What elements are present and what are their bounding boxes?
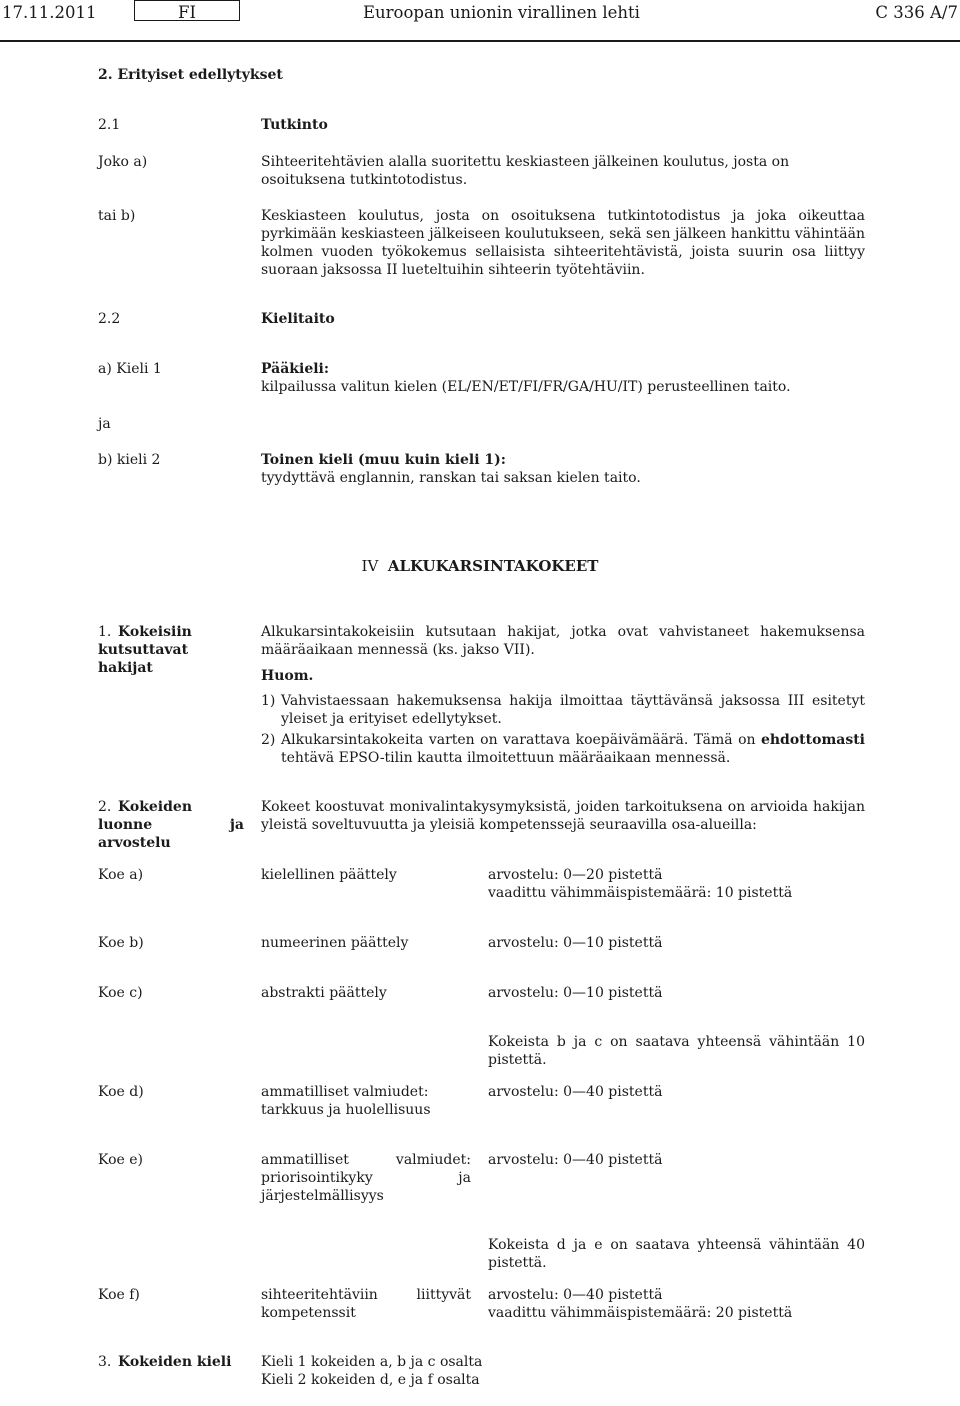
item-title: Kokeisiin kutsuttavat hakijat bbox=[98, 624, 192, 676]
item-text: Kokeet koostuvat monivalintakysymyksistä, joiden tarkoituksena on arvioida hakijan yleistä soveltuvuutta ja yleisiä kompetenssejä seuraavilla osa-alueilla: bbox=[261, 799, 865, 833]
item-number: 3. bbox=[98, 1354, 112, 1370]
test-label: Koe b) bbox=[98, 935, 144, 951]
test-name: sihteeritehtäviin liittyvät kompetenssit bbox=[261, 1287, 471, 1321]
chapter-heading bbox=[0, 557, 960, 575]
test-minimum: vaadittu vähimmäispistemäärä: 20 pistettä bbox=[488, 1305, 793, 1321]
subsection-number: 2.2 bbox=[98, 311, 121, 327]
option-text: Sihteeritehtävien alalla suoritettu keskiasteen jälkeinen koulutus, josta on osoituksena tutkintotodistus. bbox=[261, 154, 790, 188]
language-assignment: Kieli 2 kokeiden d, e ja f osalta bbox=[261, 1372, 480, 1388]
option-text: Keskiasteen koulutus, josta on osoituksena tutkintotodistus ja joka oikeuttaa pyrkimään keskiasteen jälkeiseen koulutukseen, sekä sen jälkeen hankittu vähintään kolmen vuoden työkokemus sellaisista sihteeritehtävistä, joista suurin osa liittyy suoraan jaksossa II lueteltuihin sihteerin työtehtäviin. bbox=[261, 208, 865, 278]
test-minimum: vaadittu vähimmäispistemäärä: 10 pistettä bbox=[488, 885, 793, 901]
note-text-start: Alkukarsintakokeita varten on varattava koepäivämäärä. Tämä on bbox=[281, 732, 761, 748]
item-number: 1. bbox=[98, 624, 112, 640]
test-score: arvostelu: 0—20 pistettä bbox=[488, 867, 663, 883]
section-title: 2. Erityiset edellytykset bbox=[98, 67, 283, 83]
header-issue: C 336 A/7 bbox=[875, 3, 958, 22]
subsection-title: Tutkinto bbox=[261, 117, 328, 133]
header-journal: Euroopan unionin virallinen lehti bbox=[363, 3, 640, 22]
note-text: Vahvistaessaan hakemuksensa hakija ilmoittaa täyttävänsä jaksossa III esitetyt yleiset ja erityiset edellytykset. bbox=[281, 693, 865, 727]
language-assignment: Kieli 1 kokeiden a, b ja c osalta bbox=[261, 1354, 483, 1370]
subsection-number: 2.1 bbox=[98, 117, 121, 133]
item-text: Alkukarsintakokeisiin kutsutaan hakijat, jotka ovat vahvistaneet hakemuksensa määräaikaan mennessä (ks. jakso VII). bbox=[261, 624, 865, 658]
test-score: arvostelu: 0—40 pistettä bbox=[488, 1152, 663, 1168]
header-rule bbox=[0, 40, 960, 42]
test-name: ammatilliset valmiudet: priorisointikyky ja järjestelmällisyys bbox=[261, 1152, 471, 1204]
language-text: kilpailussa valitun kielen (EL/EN/ET/FI/FR/GA/HU/IT) perusteellinen taito. bbox=[261, 379, 791, 395]
item-title: Kokeiden luonne ja arvostelu bbox=[98, 799, 244, 851]
test-name: abstrakti päättely bbox=[261, 985, 387, 1001]
option-label: Joko a) bbox=[98, 154, 148, 170]
item-title: Kokeiden kieli bbox=[118, 1354, 232, 1370]
test-score: arvostelu: 0—40 pistettä bbox=[488, 1287, 663, 1303]
language-label: a) Kieli 1 bbox=[98, 361, 162, 377]
chapter-title: ALKUKARSINTAKOKEET bbox=[387, 557, 599, 575]
test-label: Koe c) bbox=[98, 985, 143, 1001]
score-requirement: Kokeista d ja e on saatava yhteensä vähintään 40 pistettä. bbox=[488, 1237, 865, 1271]
chapter-number: IV bbox=[361, 557, 379, 575]
item-number: 2. bbox=[98, 799, 112, 815]
language-heading: Pääkieli: bbox=[261, 361, 330, 377]
test-score: arvostelu: 0—40 pistettä bbox=[488, 1084, 663, 1100]
header-date: 17.11.2011 bbox=[2, 3, 97, 22]
option-label: tai b) bbox=[98, 208, 136, 224]
subsection-title: Kielitaito bbox=[261, 311, 335, 327]
test-label: Koe e) bbox=[98, 1152, 143, 1168]
note-text-end: tehtävä EPSO-tilin kautta ilmoitettuun määräaikaan mennessä. bbox=[281, 750, 731, 766]
test-name: kielellinen päättely bbox=[261, 867, 397, 883]
language-heading: Toinen kieli (muu kuin kieli 1): bbox=[261, 452, 506, 468]
note-number: 1) bbox=[261, 693, 276, 709]
test-score: arvostelu: 0—10 pistettä bbox=[488, 985, 663, 1001]
test-label: Koe a) bbox=[98, 867, 144, 883]
score-requirement: Kokeista b ja c on saatava yhteensä vähintään 10 pistettä. bbox=[488, 1034, 865, 1068]
test-name: numeerinen päättely bbox=[261, 935, 409, 951]
language-label: b) kieli 2 bbox=[98, 452, 161, 468]
header-language: FI bbox=[178, 3, 196, 22]
language-text: tyydyttävä englannin, ranskan tai saksan kielen taito. bbox=[261, 470, 641, 486]
note-emphasis: ehdottomasti bbox=[760, 732, 865, 748]
note-heading: Huom. bbox=[261, 668, 314, 684]
test-name: ammatilliset valmiudet: tarkkuus ja huolellisuus bbox=[261, 1084, 431, 1118]
test-score: arvostelu: 0—10 pistettä bbox=[488, 935, 663, 951]
test-label: Koe d) bbox=[98, 1084, 144, 1100]
note-number: 2) bbox=[261, 732, 276, 748]
note-text bbox=[281, 731, 865, 767]
test-label: Koe f) bbox=[98, 1287, 140, 1303]
conjunction: ja bbox=[98, 416, 111, 432]
